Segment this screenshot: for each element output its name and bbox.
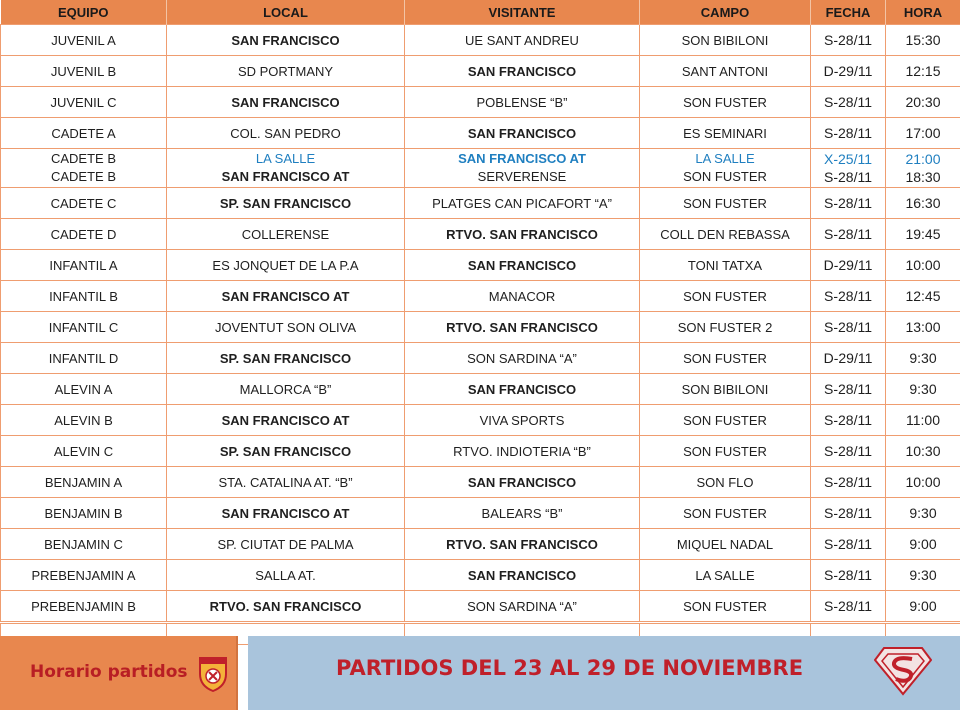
cell-campo: SON FUSTER 2: [640, 312, 811, 343]
table-row: [1, 529, 960, 560]
table-row: [1, 219, 960, 250]
cell-hora: 15:30: [886, 25, 960, 56]
cell-equipo: CADETE D: [1, 219, 167, 250]
cell-fecha: S-28/11: [811, 405, 886, 436]
superman-shield-icon: [874, 646, 932, 696]
cell-visitante: BALEARS “B”: [405, 498, 640, 529]
cell-visitante: MANACOR: [405, 281, 640, 312]
cell-visitante: RTVO. SAN FRANCISCO: [405, 219, 640, 250]
cell-visitante: RTVO. SAN FRANCISCO: [405, 529, 640, 560]
cell-local: MALLORCA “B”: [167, 374, 405, 405]
cell-campo: SON BIBILONI: [640, 25, 811, 56]
cell-fecha: S-28/11: [811, 188, 886, 219]
cell-fecha: S-28/11: [824, 169, 872, 185]
cell-hora: 9:30: [886, 498, 960, 529]
column-header-campo: CAMPO: [640, 0, 811, 25]
cell-hora: 13:00: [886, 312, 960, 343]
cell-visitante: SAN FRANCISCO: [405, 250, 640, 281]
column-header-equipo: EQUIPO: [1, 0, 167, 25]
cell-hora: 21:00: [905, 151, 941, 167]
cell-local: SP. SAN FRANCISCO: [167, 343, 405, 374]
cell-fecha: S-28/11: [811, 498, 886, 529]
cell-hora: 9:30: [886, 374, 960, 405]
cell-local: LA SALLE: [255, 151, 316, 166]
table-row: [1, 436, 960, 467]
cell-visitante: SAN FRANCISCO AT: [458, 151, 586, 166]
cell-equipo: JUVENIL B: [1, 56, 167, 87]
column-header-visitante: VISITANTE: [405, 0, 640, 25]
cell-local: STA. CATALINA AT. “B”: [167, 467, 405, 498]
cell-fecha: S-28/11: [811, 467, 886, 498]
cell-hora: 9:30: [886, 343, 960, 374]
cell-hora: 9:00: [886, 591, 960, 623]
cell-equipo: CADETE A: [1, 118, 167, 149]
cell-equipo: JUVENIL C: [1, 87, 167, 118]
cell-local: ES JONQUET DE LA P.A: [167, 250, 405, 281]
cell-visitante: RTVO. INDIOTERIA “B”: [405, 436, 640, 467]
table-row: [1, 118, 960, 149]
cell-fecha: S-28/11: [811, 87, 886, 118]
cell-campo: TONI TATXA: [640, 250, 811, 281]
cell-campo: SON FUSTER: [640, 343, 811, 374]
cell-hora: 10:00: [886, 467, 960, 498]
cell-local: SP. SAN FRANCISCO: [167, 188, 405, 219]
cell-equipo: BENJAMIN C: [1, 529, 167, 560]
table-row: [1, 467, 960, 498]
banner-title: PARTIDOS DEL 23 AL 29 DE NOVIEMBRE: [336, 656, 804, 680]
cell-local: SP. CIUTAT DE PALMA: [167, 529, 405, 560]
table-row: [1, 560, 960, 591]
cell-equipo-double: [1, 149, 167, 188]
cell-local: SD PORTMANY: [167, 56, 405, 87]
table-header-row: [1, 0, 960, 25]
table-row: [1, 312, 960, 343]
club-badge-icon: [198, 654, 228, 692]
cell-fecha: S-28/11: [811, 281, 886, 312]
cell-campo: SON FUSTER: [683, 169, 767, 184]
cell-local: SAN FRANCISCO: [167, 25, 405, 56]
cell-visitante: SAN FRANCISCO: [405, 560, 640, 591]
cell-visitante: POBLENSE “B”: [405, 87, 640, 118]
table-row: [1, 498, 960, 529]
cell-fecha: D-29/11: [811, 56, 886, 87]
cell-visitante: SERVERENSE: [477, 169, 567, 184]
cell-hora: 18:30: [905, 169, 941, 185]
cell-campo: LA SALLE: [695, 151, 755, 166]
cell-equipo: JUVENIL A: [1, 25, 167, 56]
table-row: [1, 374, 960, 405]
cell-hora: 10:30: [886, 436, 960, 467]
cell-campo-double: [640, 149, 811, 188]
cell-visitante: SAN FRANCISCO: [405, 374, 640, 405]
table-row: [1, 87, 960, 118]
cell-fecha-double: [811, 149, 886, 188]
cell-hora: 9:00: [886, 529, 960, 560]
cell-campo: SON FUSTER: [640, 87, 811, 118]
cell-equipo: PREBENJAMIN A: [1, 560, 167, 591]
cell-hora: 12:15: [886, 56, 960, 87]
cell-fecha: S-28/11: [811, 312, 886, 343]
column-header-fecha: FECHA: [811, 0, 886, 25]
cell-equipo: CADETE B: [50, 169, 116, 184]
cell-hora: 12:45: [886, 281, 960, 312]
table-row: [1, 591, 960, 623]
column-header-hora: HORA: [886, 0, 960, 25]
cell-fecha: S-28/11: [811, 118, 886, 149]
cell-campo: MIQUEL NADAL: [640, 529, 811, 560]
cell-local: SAN FRANCISCO: [167, 87, 405, 118]
cell-hora: 11:00: [886, 405, 960, 436]
cell-local: SAN FRANCISCO AT: [167, 498, 405, 529]
cell-hora: 9:30: [886, 560, 960, 591]
cell-campo: SON FUSTER: [640, 281, 811, 312]
cell-hora-double: [886, 149, 960, 188]
cell-hora: 10:00: [886, 250, 960, 281]
cell-local: RTVO. SAN FRANCISCO: [167, 591, 405, 623]
cell-local: SAN FRANCISCO AT: [167, 281, 405, 312]
cell-equipo: INFANTIL C: [1, 312, 167, 343]
footer-banner-panel: [248, 636, 960, 710]
cell-hora: 20:30: [886, 87, 960, 118]
cell-visitante: SON SARDINA “A”: [405, 591, 640, 623]
cell-local: COLLERENSE: [167, 219, 405, 250]
table-row: [1, 281, 960, 312]
column-header-local: LOCAL: [167, 0, 405, 25]
cell-visitante: VIVA SPORTS: [405, 405, 640, 436]
cell-campo: ES SEMINARI: [640, 118, 811, 149]
cell-fecha: S-28/11: [811, 436, 886, 467]
cell-campo: SON FUSTER: [640, 405, 811, 436]
cell-visitante: SAN FRANCISCO: [405, 467, 640, 498]
cell-equipo: ALEVIN A: [1, 374, 167, 405]
cell-equipo: ALEVIN B: [1, 405, 167, 436]
cell-visitante-double: [405, 149, 640, 188]
footer-label-panel: [0, 636, 238, 710]
cell-hora: 19:45: [886, 219, 960, 250]
table-row-double: [1, 149, 960, 188]
cell-fecha: S-28/11: [811, 374, 886, 405]
table-row: [1, 250, 960, 281]
cell-equipo: BENJAMIN A: [1, 467, 167, 498]
cell-fecha: S-28/11: [811, 560, 886, 591]
cell-campo: SON FLO: [640, 467, 811, 498]
cell-campo: SON BIBILONI: [640, 374, 811, 405]
cell-fecha: D-29/11: [811, 343, 886, 374]
cell-visitante: PLATGES CAN PICAFORT “A”: [405, 188, 640, 219]
cell-visitante: SAN FRANCISCO: [405, 56, 640, 87]
cell-equipo: INFANTIL B: [1, 281, 167, 312]
cell-equipo: INFANTIL D: [1, 343, 167, 374]
cell-fecha: S-28/11: [811, 25, 886, 56]
cell-equipo: BENJAMIN B: [1, 498, 167, 529]
cell-visitante: RTVO. SAN FRANCISCO: [405, 312, 640, 343]
cell-local: SAN FRANCISCO AT: [221, 169, 350, 184]
cell-fecha: D-29/11: [811, 250, 886, 281]
cell-visitante: UE SANT ANDREU: [405, 25, 640, 56]
cell-campo: SON FUSTER: [640, 591, 811, 623]
footer-label: Horario partidos: [30, 662, 188, 682]
cell-campo: SON FUSTER: [640, 498, 811, 529]
cell-hora: 17:00: [886, 118, 960, 149]
cell-campo: LA SALLE: [640, 560, 811, 591]
cell-local: SP. SAN FRANCISCO: [167, 436, 405, 467]
table-row: [1, 405, 960, 436]
cell-campo: SON FUSTER: [640, 436, 811, 467]
cell-equipo: CADETE C: [1, 188, 167, 219]
cell-campo: COLL DEN REBASSA: [640, 219, 811, 250]
cell-local: SAN FRANCISCO AT: [167, 405, 405, 436]
cell-equipo: PREBENJAMIN B: [1, 591, 167, 623]
cell-local: JOVENTUT SON OLIVA: [167, 312, 405, 343]
table-row: [1, 343, 960, 374]
cell-visitante: SON SARDINA “A”: [405, 343, 640, 374]
cell-fecha: S-28/11: [811, 529, 886, 560]
cell-fecha: S-28/11: [811, 591, 886, 623]
cell-local-double: [167, 149, 405, 188]
cell-local: COL. SAN PEDRO: [167, 118, 405, 149]
cell-fecha: S-28/11: [811, 219, 886, 250]
cell-equipo: INFANTIL A: [1, 250, 167, 281]
table-row: [1, 56, 960, 87]
cell-hora: 16:30: [886, 188, 960, 219]
cell-local: SALLA AT.: [167, 560, 405, 591]
cell-campo: SANT ANTONI: [640, 56, 811, 87]
table-row: [1, 25, 960, 56]
cell-campo: SON FUSTER: [640, 188, 811, 219]
table-row: [1, 188, 960, 219]
cell-equipo: ALEVIN C: [1, 436, 167, 467]
cell-fecha: X-25/11: [824, 151, 872, 167]
cell-visitante: SAN FRANCISCO: [405, 118, 640, 149]
cell-equipo: CADETE B: [50, 151, 116, 166]
